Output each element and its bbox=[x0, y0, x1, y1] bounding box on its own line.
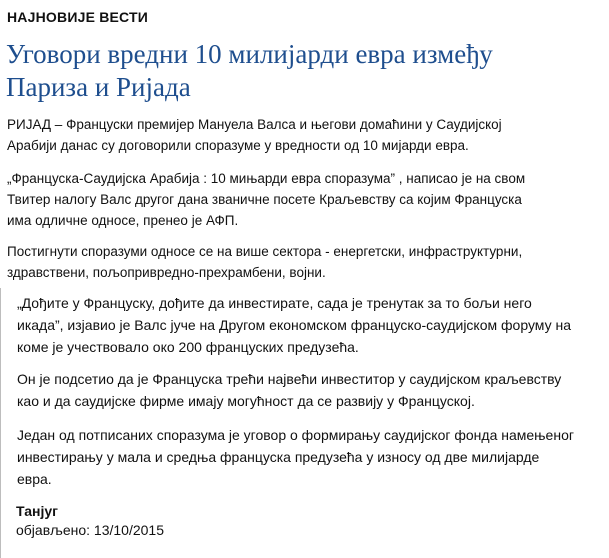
paragraph-line: има одличне односе, пренео је АФП. bbox=[7, 213, 239, 228]
paragraph-line: евра. bbox=[17, 471, 52, 487]
headline-line-2: Париза и Ријада bbox=[6, 72, 191, 102]
tweet-paragraph bbox=[7, 168, 597, 231]
quote-paragraph bbox=[17, 292, 597, 358]
headline-line-1: Уговори вредни 10 милијарди евра између bbox=[6, 39, 493, 69]
paragraph-line: РИЈАД – Француски премијер Мануела Валса и његови домаћини у Саудијској bbox=[7, 117, 502, 132]
paragraph-line: здравствени, пољопривредно-прехрамбени, војни. bbox=[7, 265, 326, 280]
fund-paragraph bbox=[17, 424, 597, 490]
published-date: објављено: 13/10/2015 bbox=[16, 522, 164, 538]
lead-paragraph bbox=[7, 114, 597, 156]
paragraph-line: инвестирању у мала и средња француска предузећа у износу од две милијарде bbox=[17, 449, 540, 465]
paragraph-line: „Дођите у Француску, дођите да инвестирате, сада је тренутак за то бољи него bbox=[17, 295, 532, 311]
paragraph-line: Постигнути споразуми односе се на више сектора - енергетски, инфраструктурни, bbox=[7, 244, 523, 259]
paragraph-line: коме је учествовало око 200 француских предузећа. bbox=[17, 339, 359, 355]
paragraph-line: икада”, изјавио је Валс јуче на Другом економском француско-саудијском форуму на bbox=[17, 317, 571, 333]
quote-block bbox=[0, 288, 600, 558]
sectors-paragraph bbox=[7, 241, 597, 283]
paragraph-line: Он је подсетио да је Француска трећи највећи инвеститор у саудијском краљевству bbox=[17, 371, 562, 387]
section-label: НАЈНОВИЈЕ ВЕСТИ bbox=[7, 9, 149, 25]
paragraph-line: „Француска-Саудијска Арабија : 10 мињарди евра споразума” , написао је на свом bbox=[7, 171, 526, 186]
paragraph-line: Арабији данас су договорили споразуме у вредности од 10 мијарди евра. bbox=[7, 138, 469, 153]
paragraph-line: као и да саудијске фирме имају могућност да се развију у Француској. bbox=[17, 393, 475, 409]
headline[interactable] bbox=[6, 38, 596, 104]
paragraph-line: Један од потписаних споразума је уговор о формирању саудијског фонда намењеног bbox=[17, 427, 574, 443]
paragraph-line: Твитер налогу Валс другог дана званичне посете Краљевству са којим Француска bbox=[7, 192, 522, 207]
source-label: Танјуг bbox=[16, 503, 58, 519]
investor-paragraph bbox=[17, 368, 597, 412]
